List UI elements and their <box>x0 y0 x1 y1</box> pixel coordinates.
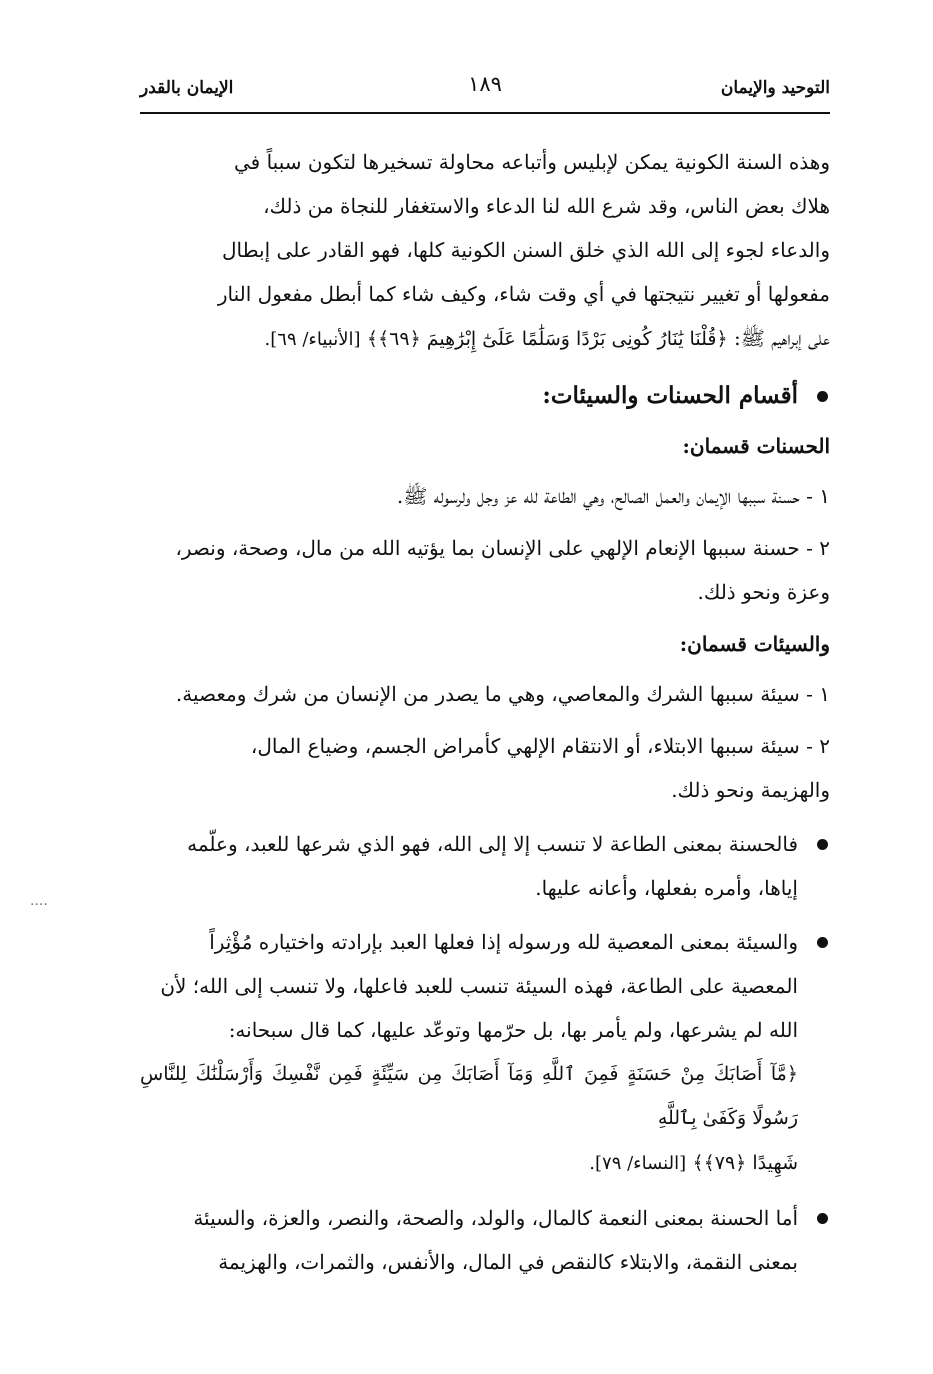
text-line: وهذه السنة الكونية يمكن لإبليس وأتباعه محاولة تسخيرها لتكون سبباً في <box>233 150 830 174</box>
text-line <box>140 316 830 362</box>
text-line: والسيئة بمعنى المعصية لله ورسوله إذا فعلها العبد بإرادته واختياره مُؤْثِراً <box>209 930 798 954</box>
item-text-continued: وعزة ونحو ذلك. <box>697 580 830 604</box>
list-item <box>140 474 830 518</box>
section-heading-text: أقسام الحسنات والسيئات: <box>542 382 798 409</box>
text-line: مفعولها أو تغيير نتيجتها في أي وقت شاء، وكيف شاء كما أبطل مفعول النار <box>217 282 830 306</box>
intro-paragraph <box>140 140 830 362</box>
bullet-paragraph <box>140 1196 830 1284</box>
text-line: الله لم يشرعها، ولم يأمر بها، بل حرّمها وتوعّد عليها، كما قال سبحانه: <box>228 1018 798 1042</box>
text-line: هلاك بعض الناس، وقد شرع الله لنا الدعاء والاستغفار للنجاة من ذلك، <box>263 194 830 218</box>
header-rule <box>140 112 830 114</box>
page-number: ١٨٩ <box>468 72 502 96</box>
item-number: ١ - <box>806 484 830 508</box>
text-line: المعصية على الطاعة، فهذه السيئة تنسب للعبد فاعلها، ولا تنسب إلى الله؛ لأن <box>160 974 798 998</box>
list-item <box>140 724 830 812</box>
section-heading <box>140 374 830 418</box>
bullet-icon <box>817 937 828 948</box>
list-item <box>140 526 830 614</box>
text-line <box>140 1140 798 1186</box>
verse-reference: [الأنبياء/ ٦٩]. <box>264 329 361 350</box>
text-line: والدعاء لجوء إلى الله الذي خلق السنن الكونية كلها، فهو القادر على إبطال <box>222 238 830 262</box>
list-item <box>140 672 830 716</box>
item-text: حسنة سببها الإنعام الإلهي على الإنسان بما يؤتيه الله من مال، وصحة، ونصر، <box>175 536 800 560</box>
text-line: إياها، وأمره بفعلها، وأعانه عليها. <box>535 876 798 900</box>
bullet-paragraph <box>140 920 830 1186</box>
bullet-paragraph <box>140 822 830 910</box>
bullet-icon <box>817 1213 828 1224</box>
bad-deeds-title: والسيئات قسمان: <box>679 632 830 656</box>
running-title-left: الإيمان بالقدر <box>140 78 234 98</box>
item-number: ٢ - <box>806 536 830 560</box>
item-text: حسنة سببها الإيمان والعمل الصالح، وهي الطاعة لله عز وجل ولرسوله ﷺ. <box>396 484 800 508</box>
quran-verse-end: شَهِيدًا ﴿٧٩﴾﴾ <box>692 1152 798 1174</box>
bullet-icon <box>817 839 828 850</box>
verse-reference: [النساء/ ٧٩]. <box>589 1153 687 1174</box>
page-body <box>140 140 830 1292</box>
good-deeds-title: الحسنات قسمان: <box>682 434 830 458</box>
quran-verse: ﴿قُلْنَا يَٰنَارُ كُونِى بَرْدًا وَسَلَٰمًا عَلَىٰٓ إِبْرَٰهِيمَ ﴿٦٩﴾﴾ <box>366 328 728 350</box>
item-text: سيئة سببها الابتلاء، أو الانتقام الإلهي كأمراض الجسم، وضياع المال، <box>250 734 800 758</box>
item-text: سيئة سببها الشرك والمعاصي، وهي ما يصدر من الإنسان من شرك ومعصية. <box>175 682 800 706</box>
quran-verse: ﴿مَّآ أَصَابَكَ مِنْ حَسَنَةٍ فَمِنَ ٱللَّهِ وَمَآ أَصَابَكَ مِن سَيِّئَةٍ فَمِن نَّفْسِكَ وَأَرْسَلْنَٰكَ لِلنَّاسِ رَسُولًا وَكَفَىٰ بِٱللَّهِ <box>140 1063 798 1129</box>
item-number: ٢ - <box>806 734 830 758</box>
running-title-right: التوحيد والإيمان <box>720 78 830 98</box>
item-text-continued: والهزيمة ونحو ذلك. <box>671 778 830 802</box>
text-span: على إبراهيم ﷺ: <box>733 326 830 350</box>
item-number: ١ - <box>806 682 830 706</box>
bullet-icon <box>817 391 828 402</box>
text-line: بمعنى النقمة، والابتلاء كالنقص في المال، والأنفس، والثمرات، والهزيمة <box>218 1250 798 1274</box>
page-header <box>140 72 830 112</box>
text-line: أما الحسنة بمعنى النعمة كالمال، والولد، والصحة، والنصر، والعزة، والسيئة <box>193 1206 798 1230</box>
text-line: فالحسنة بمعنى الطاعة لا تنسب إلا إلى الله، فهو الذي شرعها للعبد، وعلّمه <box>187 832 798 856</box>
margin-marks: .... <box>30 893 48 909</box>
